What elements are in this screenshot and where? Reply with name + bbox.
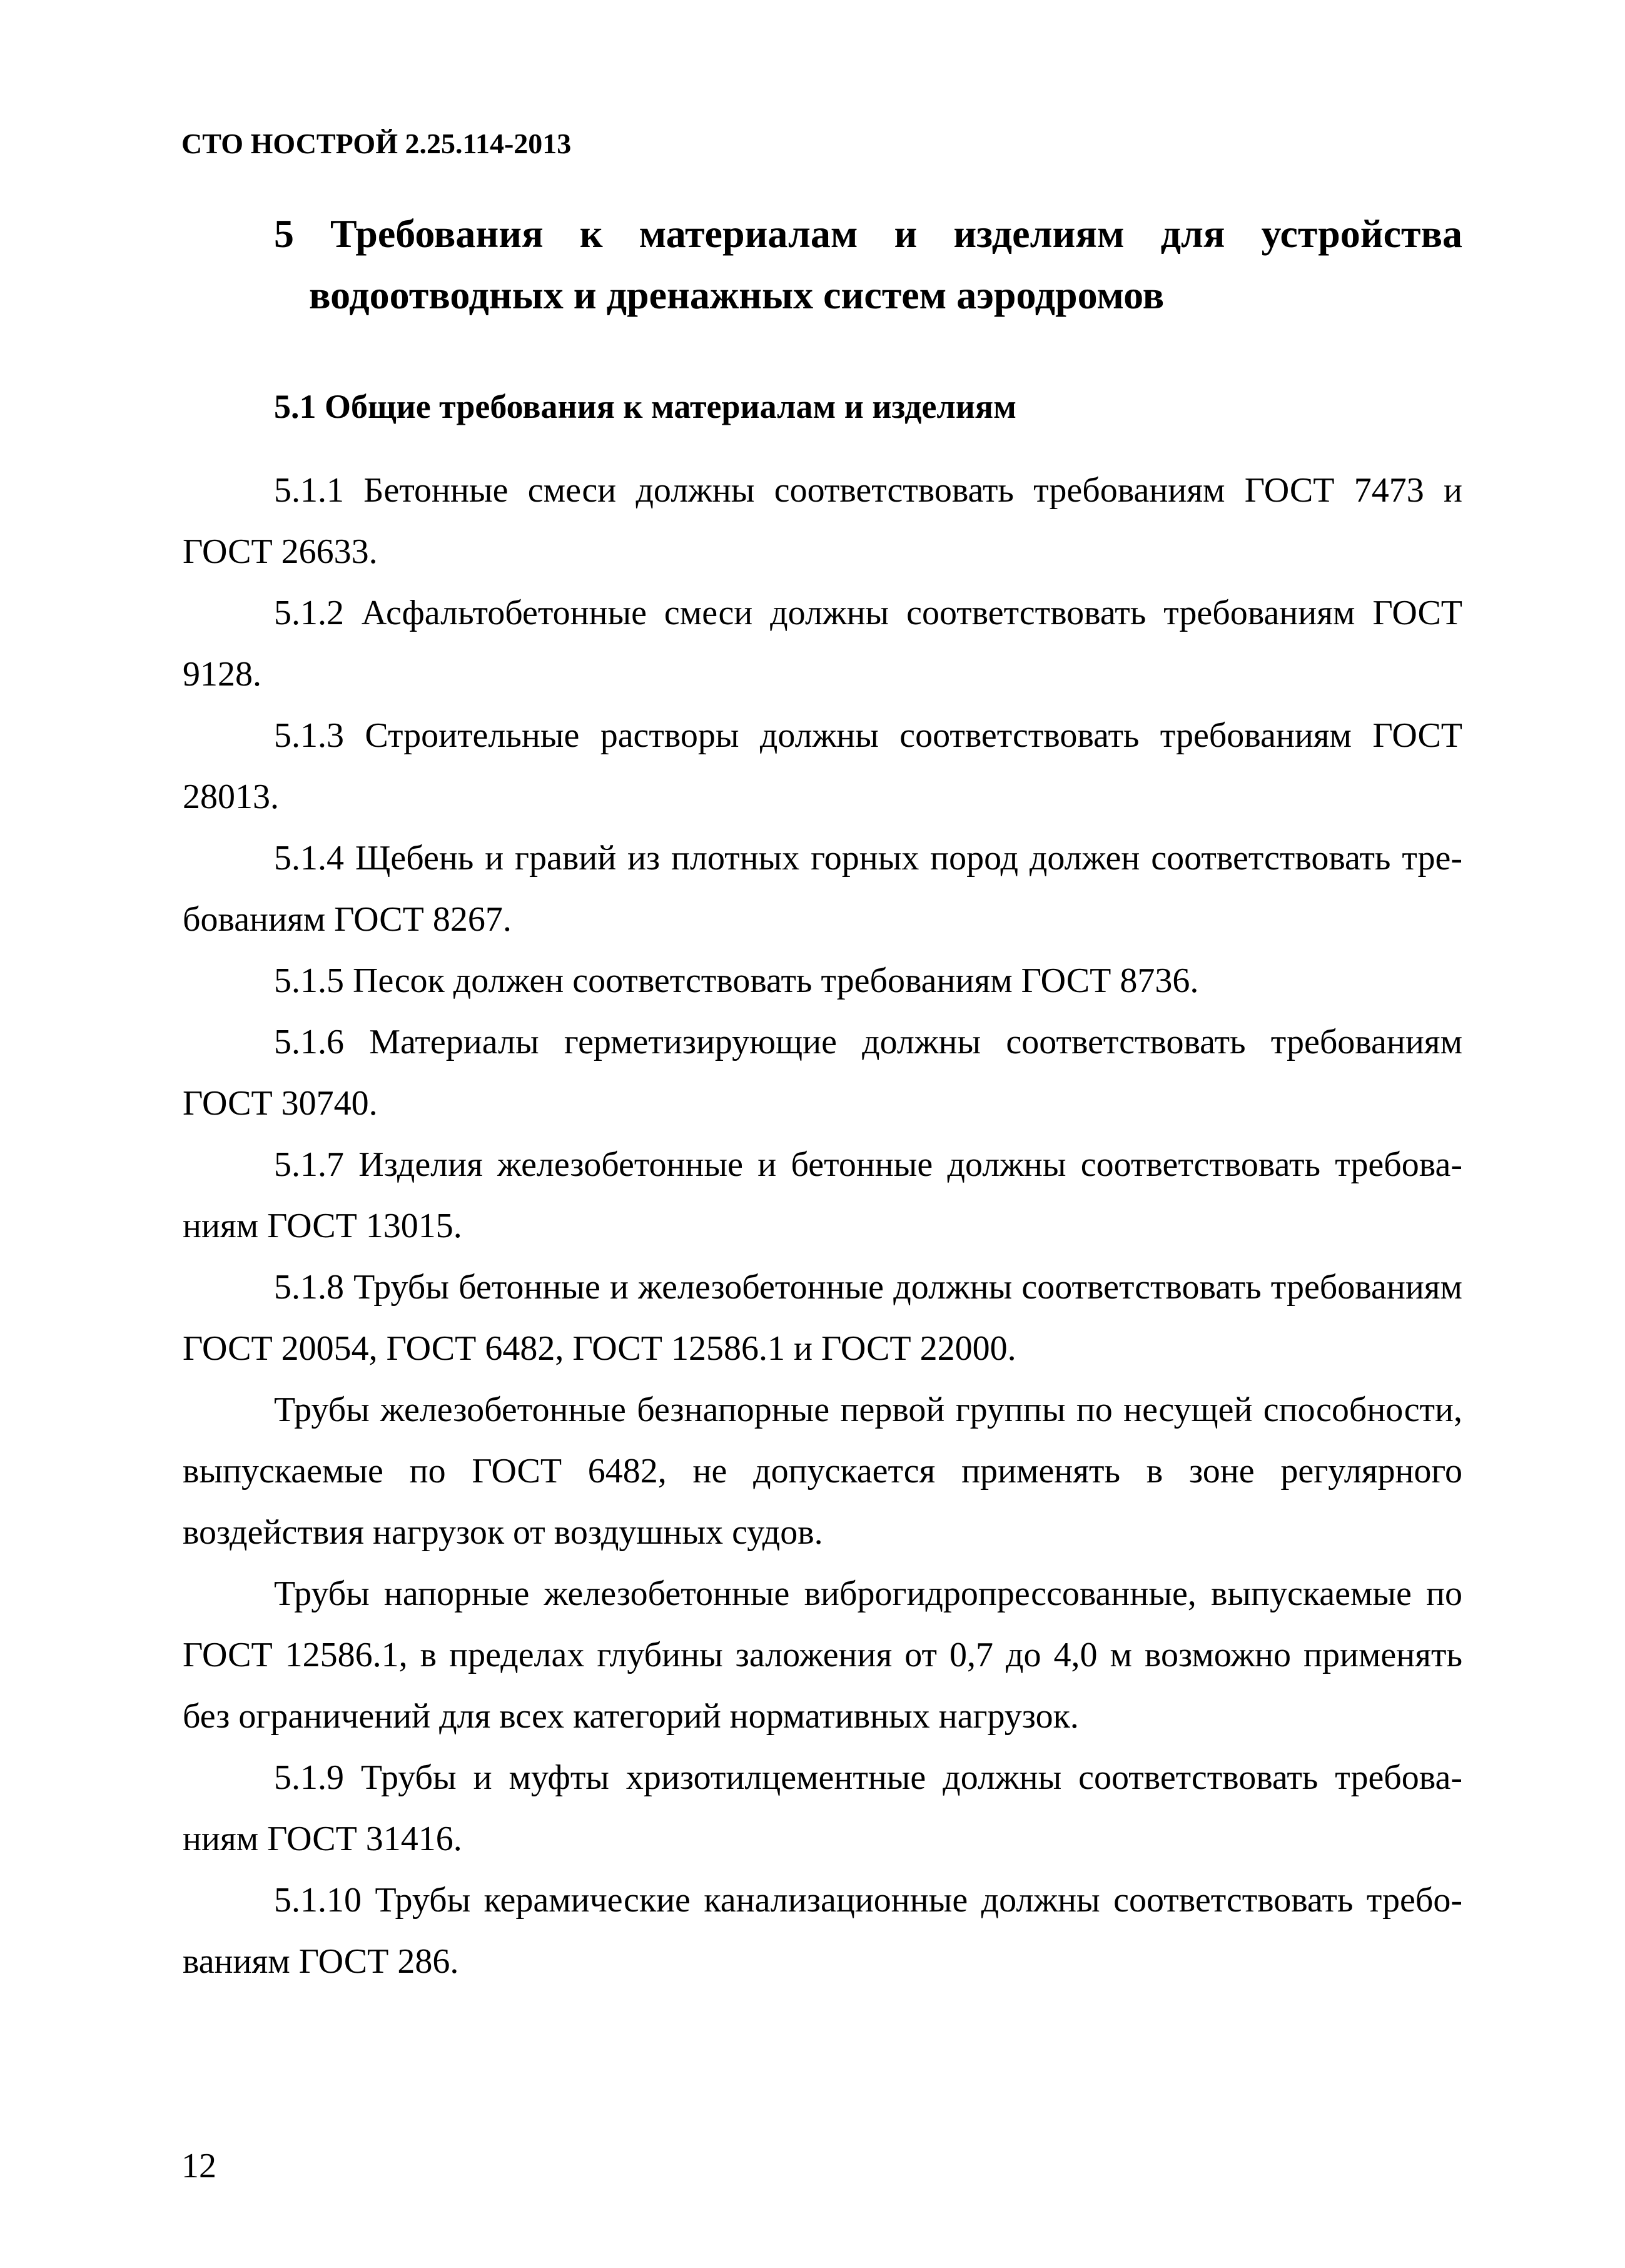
paragraph-5-1-1: 5.1.1 Бетонные смеси должны соответствовать требованиям ГОСТ 7473 и ГОСТ 26633.: [183, 471, 1462, 571]
paragraph-5-1-8: 5.1.8 Трубы бетонные и железобетонные должны соответствовать требованиям ГОСТ 20054, ГОСТ 6482, ГОСТ 12586.1 и ГОСТ 22000.: [183, 1268, 1462, 1368]
paragraph-pipes-non-pressure: Трубы железобетонные безнапорные первой группы по несущей способности, выпускаемые по ГОСТ 6482, не допускается применять в зоне регулярного воздействия нагрузок от воздушных судов.: [183, 1390, 1462, 1552]
paragraph-pipes-pressure: Трубы напорные железобетонные виброгидропрессованные, выпускаемые по ГОСТ 12586.1, в пределах глубины заложения от 0,7 до 4,0 м возможно применять без ограничений для всех категорий нормативных нагрузок.: [183, 1574, 1462, 1736]
page-number: 12: [181, 2147, 216, 2185]
paragraph-5-1-7: 5.1.7 Изделия железобетонные и бетонные должны соответствовать требованиям ГОСТ 13015.: [183, 1145, 1462, 1245]
section-title: [274, 203, 1462, 326]
subsection-title: 5.1 Общие требования к материалам и изделиям: [274, 388, 1016, 425]
paragraph-5-1-2: 5.1.2 Асфальтобетонные смеси должны соответствовать требованиям ГОСТ 9128.: [183, 594, 1462, 694]
paragraph-5-1-6: 5.1.6 Материалы герметизирующие должны соответствовать требованиям ГОСТ 30740.: [183, 1023, 1462, 1123]
body-text: [183, 460, 1462, 1992]
paragraph-5-1-4: 5.1.4 Щебень и гравий из плотных горных пород должен соответствовать требованиям ГОСТ 8267.: [183, 839, 1462, 939]
section-title-line-1: 5 Требования к материалам и изделиям для устройства: [274, 211, 1462, 256]
paragraph-5-1-3: 5.1.3 Строительные растворы должны соответствовать требованиям ГОСТ 28013.: [183, 716, 1462, 816]
section-title-line-2: водоотводных и дренажных систем аэродромов: [309, 273, 1165, 317]
document-header: СТО НОСТРОЙ 2.25.114-2013: [181, 128, 572, 159]
paragraph-5-1-9: 5.1.9 Трубы и муфты хризотилцементные должны соответствовать требованиям ГОСТ 31416.: [183, 1758, 1462, 1858]
paragraph-5-1-10: 5.1.10 Трубы керамические канализационные должны соответствовать требованиям ГОСТ 286.: [183, 1881, 1462, 1981]
paragraph-5-1-5: 5.1.5 Песок должен соответствовать требованиям ГОСТ 8736.: [274, 961, 1199, 1000]
